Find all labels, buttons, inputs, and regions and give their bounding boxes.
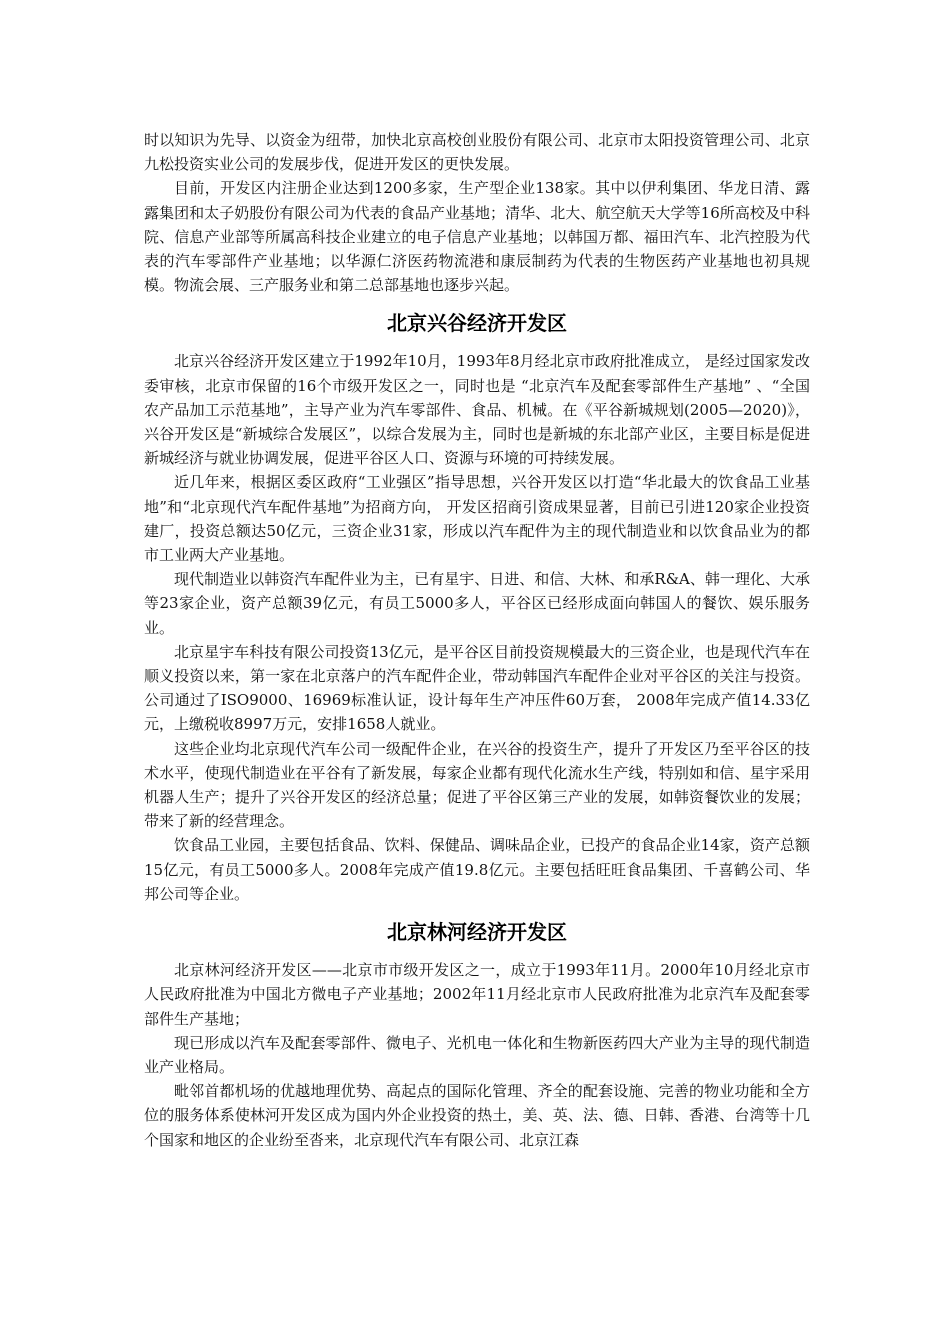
xinggu-paragraph-1: 北京兴谷经济开发区建立于1992年10月，1993年8月经北京市政府批准成立， 是经过国家发改委审核，北京市保留的16个市级开发区之一，同时也是 “北京汽车及配套零部件生产基地” 、“全国农产品加工示范基地”，主导产业为汽车零部件、食品、机械。在《平谷新城规划(2005—2020)》，兴谷开发区是“新城综合发展区”，以综合发展为主，同时也是新城的东北部产业区，主要目标是促进新城经济与就业协调发展，促进平谷区人口、资源与环境的可持续发展。 (144, 352, 810, 468)
section-title-xinggu: 北京兴谷经济开发区 (387, 311, 567, 336)
section-title-linhe: 北京林河经济开发区 (387, 920, 567, 945)
document-page (144, 128, 810, 1152)
xinggu-paragraph-2: 近几年来，根据区委区政府“工业强区”指导思想，兴谷开发区以打造“华北最大的饮食品工业基地”和“北京现代汽车配件基地”为招商方向， 开发区招商引资成果显著，目前已引进120家企业投资建厂，投资总额达50亿元，三资企业31家，形成以汽车配件为主的现代制造业和以饮食品业为的都市工业两大产业基地。 (144, 473, 810, 565)
linhe-paragraph-3: 毗邻首都机场的优越地理优势、高起点的国际化管理、齐全的配套设施、完善的物业功能和全方位的服务体系使林河开发区成为国内外企业投资的热土，美、英、法、德、日韩、香港、台湾等十几个国家和地区的企业纷至沓来，北京现代汽车有限公司、北京江森 (144, 1082, 810, 1149)
xinggu-paragraph-4: 北京星宇车科技有限公司投资13亿元，是平谷区目前投资规模最大的三资企业，也是现代汽车在顺义投资以来，第一家在北京落户的汽车配件企业，带动韩国汽车配件企业对平谷区的关注与投资。公司通过了ISO9000、16969标准认证，设计每年生产冲压件60万套， 2008年完成产值14.33亿元，上缴税收8997万元，安排1658人就业。 (144, 642, 810, 734)
xinggu-paragraph-5: 这些企业均北京现代汽车公司一级配件企业，在兴谷的投资生产，提升了开发区乃至平谷区的技术水平，使现代制造业在平谷有了新发展，每家企业都有现代化流水生产线，特别如和信、星宇采用机器人生产；提升了兴谷开发区的经济总量；促进了平谷区第三产业的发展，如韩资餐饮业的发展；带来了新的经营理念。 (144, 739, 810, 831)
linhe-paragraph-1: 北京林河经济开发区——北京市市级开发区之一，成立于1993年11月。2000年10月经北京市人民政府批准为中国北方微电子产业基地；2002年11月经北京市人民政府批准为北京汽车及配套零部件生产基地； (144, 961, 810, 1028)
xinggu-paragraph-6: 饮食品工业园，主要包括食品、饮料、保健品、调味品企业，已投产的食品企业14家，资产总额15亿元，有员工5000多人。2008年完成产值19.8亿元。主要包括旺旺食品集团、千喜鹤公司、华邦公司等企业。 (144, 836, 810, 903)
xinggu-paragraph-3: 现代制造业以韩资汽车配件业为主，已有星宇、日进、和信、大林、和承R&A、韩一理化、大承等23家企业，资产总额39亿元，有员工5000多人，平谷区已经形成面向韩国人的餐饮、娱乐服务业。 (144, 570, 810, 637)
linhe-paragraph-2: 现已形成以汽车及配套零部件、微电子、光机电一体化和生物新医药四大产业为主导的现代制造业产业格局。 (144, 1033, 810, 1076)
intro-paragraph-2: 目前，开发区内注册企业达到1200多家，生产型企业138家。其中以伊利集团、华龙日清、露露集团和太子奶股份有限公司为代表的食品产业基地；清华、北大、航空航天大学等16所高校及中科院、信息产业部等所属高科技企业建立的电子信息产业基地；以韩国万都、福田汽车、北汽控股为代表的汽车零部件产业基地；以华源仁济医药物流港和康辰制药为代表的生物医药产业基地也初具规模。物流会展、三产服务业和第二总部基地也逐步兴起。 (144, 179, 810, 295)
intro-paragraph-1: 时以知识为先导、以资金为纽带，加快北京高校创业股份有限公司、北京市太阳投资管理公司、北京九松投资实业公司的发展步伐，促进开发区的更快发展。 (144, 131, 810, 174)
